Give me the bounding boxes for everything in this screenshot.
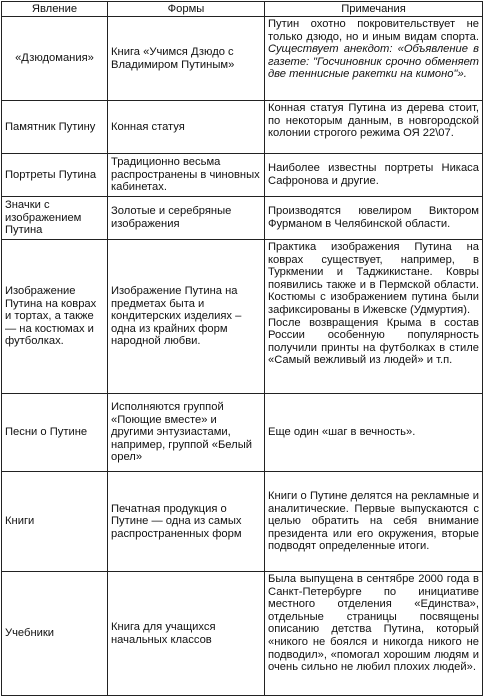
phenomenon-cell: Памятник Путину [2, 101, 108, 154]
phenomenon-cell: Песни о Путине [2, 394, 108, 472]
phenomena-table [1, 1, 483, 696]
forms-cell: Книга для учащихся начальных классов [108, 572, 265, 696]
table-row [2, 197, 483, 240]
table-row [2, 17, 483, 101]
notes-cell [265, 197, 483, 240]
table-row [2, 472, 483, 572]
forms-cell: Исполняются группой «Поющие вместе» и другими энтузиастами, например, группой «Белый орел» [108, 394, 265, 472]
notes-text: Производятся ювелиром Виктором Фурманом в Челябинской области. [268, 205, 479, 230]
notes-text: Путин охотно покровительствует не только дзюдо, но и иным видам спорта. [268, 18, 479, 43]
notes-text: Наиболее известны портреты Никаса Сафронова и другие. [268, 162, 479, 187]
forms-cell: Изображение Путина на предметах быта и кондитерских изделиях – одна из крайних форм народной любви. [108, 240, 265, 394]
table-row [2, 572, 483, 696]
notes-text: Еще один «шаг в вечность». [268, 426, 416, 439]
notes-cell [265, 572, 483, 696]
phenomenon-cell: «Дзюдомания» [2, 17, 108, 101]
header-forms: Формы [108, 2, 265, 17]
notes-cell [265, 240, 483, 394]
forms-cell: Печатная продукция о Путине — одна из самых распространенных форм [108, 472, 265, 572]
notes-text-italic: Существует анекдот: «Объявление в газете: "Госчиновник срочно обменяет две теннисные ракетки на кимоно"». [268, 43, 479, 81]
table-header-row [2, 2, 483, 17]
phenomenon-cell: Портреты Путина [2, 154, 108, 197]
notes-cell [265, 394, 483, 472]
notes-cell [265, 472, 483, 572]
notes-text: Была выпущена в сентябре 2000 года в Санкт-Петербурге по инициативе местного отделения «Единства», отдельные страницы посвящены описанию детства Путина, который «никого не боялся и никогда никого не подводил», «помогал хорошим людям и очень сильно не любил плохих людей». [268, 573, 479, 674]
forms-cell: Книга «Учимся Дзюдо с Владимиром Путиным» [108, 17, 265, 101]
table-row [2, 394, 483, 472]
notes-cell [265, 17, 483, 101]
notes-text: Конная статуя Путина из дерева стоит, по некоторым данным, в новгородской колонии строгого режима ОЯ 22\07. [268, 102, 479, 140]
phenomenon-cell: Значки с изображением Путина [2, 197, 108, 240]
phenomenon-cell: Книги [2, 472, 108, 572]
forms-cell: Золотые и серебряные изображения [108, 197, 265, 240]
forms-cell: Традиционно весьма распространены в чиновных кабинетах. [108, 154, 265, 197]
forms-cell: Конная статуя [108, 101, 265, 154]
notes-cell [265, 154, 483, 197]
phenomenon-cell: Учебники [2, 572, 108, 696]
header-notes: Примечания [265, 2, 483, 17]
phenomenon-cell: Изображение Путина на коврах и тортах, а также — на костюмах и футболках. [2, 240, 108, 394]
notes-text: Книги о Путине делятся на рекламные и аналитические. Первые выпускаются с целью обратить на себя внимание президента или его окружения, вторые подводят определенные итоги. [268, 490, 479, 553]
header-phenomenon: Явление [2, 2, 108, 17]
notes-cell [265, 101, 483, 154]
notes-text: Практика изображения Путина на коврах существует, например, в Туркмении и Таджикистане. Ковры появились также и в Пермской области. Костюмы с изображением путина были зафиксированы в Ижевске (Удмуртия). [268, 241, 479, 316]
table-row [2, 101, 483, 154]
notes-text: После возвращения Крыма в состав России особенную популярность получили принты на футболках в стиле «Самый вежливый из людей» и т.п. [268, 316, 479, 367]
table-row [2, 154, 483, 197]
table-row [2, 240, 483, 394]
